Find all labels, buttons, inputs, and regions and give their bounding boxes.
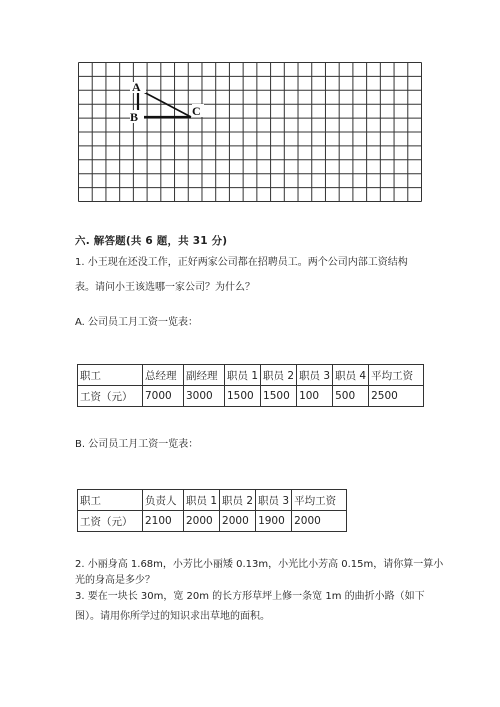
- table-cell: 副经理: [184, 365, 225, 386]
- table-cell: 职员 3: [256, 490, 292, 511]
- table-cell: 7000: [143, 386, 184, 407]
- segment-ac: [138, 89, 191, 117]
- table-cell: 1900: [256, 511, 292, 532]
- table-cell: 职员 3: [297, 365, 333, 386]
- table-row: [78, 511, 347, 532]
- table-cell: 1500: [225, 386, 261, 407]
- table-cell: 职员 2: [220, 490, 256, 511]
- table-cell: 2000: [184, 511, 220, 532]
- table-b-caption: B. 公司员工月工资一览表：: [75, 439, 199, 450]
- table-cell: 2500: [369, 386, 424, 407]
- table-cell: 职员 1: [225, 365, 261, 386]
- table-row: [78, 490, 347, 511]
- vertex-label-b: B: [130, 110, 139, 124]
- table-cell: 2100: [143, 511, 184, 532]
- table-cell: 100: [297, 386, 333, 407]
- q3-line1: 3. 要在一块长 30m，宽 20m 的长方形草坪上修一条宽 1m 的曲折小路（如下: [75, 591, 425, 602]
- table-row: [78, 365, 424, 386]
- section-title: 六. 解答题(共 6 题，共 31 分): [75, 235, 228, 247]
- table-cell: 2000: [292, 511, 347, 532]
- q1-line1: 1. 小王现在还没工作，正好两家公司都在招聘员工。两个公司内部工资结构: [75, 257, 408, 268]
- q3-line2: 图）。请用你所学过的知识求出草地的面积。: [75, 611, 270, 622]
- table-cell: 工资（元）: [78, 511, 143, 532]
- table-a: [77, 364, 424, 407]
- grid-triangle-figure: [78, 62, 422, 202]
- table-cell: 职工: [78, 490, 143, 511]
- table-cell: 负责人: [143, 490, 184, 511]
- vertex-label-a: A: [132, 80, 141, 94]
- q2-line2: 光的身高是多少？: [75, 575, 155, 586]
- grid-figure: [78, 62, 422, 202]
- table-cell: 1500: [261, 386, 297, 407]
- table-cell: 职工: [78, 365, 143, 386]
- table-cell: 职员 4: [333, 365, 369, 386]
- vertex-label-c: C: [192, 104, 201, 118]
- q1-line2: 表。请问小王该选哪一家公司？为什么？: [75, 282, 255, 293]
- table-a-caption: A. 公司员工月工资一览表：: [75, 317, 199, 328]
- table-cell: 平均工资: [369, 365, 424, 386]
- table-row: [78, 386, 424, 407]
- table-cell: 500: [333, 386, 369, 407]
- table-b: [77, 489, 347, 532]
- q2-line1: 2. 小丽身高 1.68m，小芳比小丽矮 0.13m，小光比小芳高 0.15m，请你算一算小: [75, 559, 444, 570]
- table-cell: 职员 2: [261, 365, 297, 386]
- table-cell: 2000: [220, 511, 256, 532]
- table-cell: 职员 1: [184, 490, 220, 511]
- table-cell: 3000: [184, 386, 225, 407]
- table-cell: 工资（元）: [78, 386, 143, 407]
- table-cell: 总经理: [143, 365, 184, 386]
- table-cell: 平均工资: [292, 490, 347, 511]
